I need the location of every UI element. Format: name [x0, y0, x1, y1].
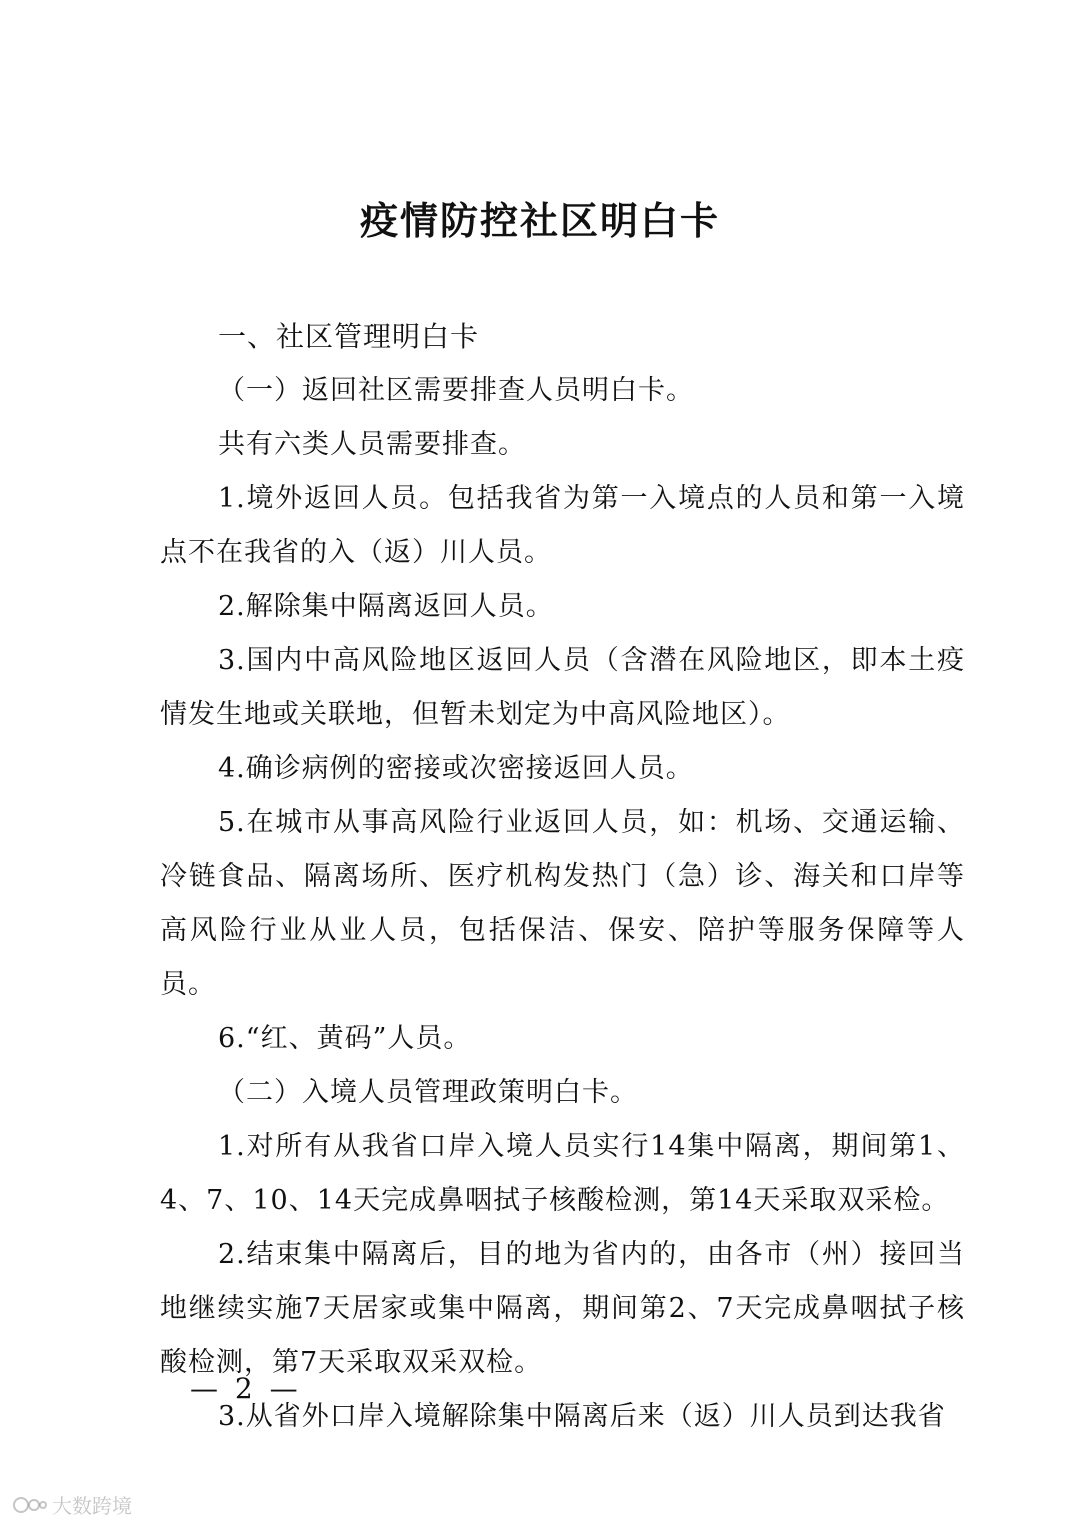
list-item: 2.结束集中隔离后，目的地为省内的，由各市（州）接回当地继续实施7天居家或集中隔离，期间第2、7天完成鼻咽拭子核酸检测，第7天采取双采双检。 — [160, 1239, 965, 1378]
paragraph: 共有六类人员需要排查。 — [218, 429, 526, 460]
list-item: 1.境外返回人员。包括我省为第一入境点的人员和第一入境点不在我省的入（返）川人员。 — [160, 483, 965, 568]
subsection-heading: （二）入境人员管理政策明白卡。 — [218, 1077, 638, 1108]
list-item: 3.从省外口岸入境解除集中隔离后来（返）川人员到达我省 — [218, 1401, 946, 1432]
list-item: 5.在城市从事高风险行业返回人员，如：机场、交通运输、冷链食品、隔离场所、医疗机构发热门（急）诊、海关和口岸等高风险行业从业人员，包括保洁、保安、陪护等服务保障等人员。 — [160, 807, 965, 1000]
page-number: — 2 — — [190, 1372, 302, 1405]
section-heading: 一、社区管理明白卡 — [218, 320, 480, 353]
watermark-text: 大数跨境 — [52, 1494, 132, 1518]
watermark-logo-icon — [12, 1493, 48, 1517]
list-item: 1.对所有从我省口岸入境人员实行14集中隔离，期间第1、4、7、10、14天完成鼻咽拭子核酸检测，第14天采取双采检。 — [160, 1131, 965, 1216]
watermark — [12, 1490, 132, 1519]
document-title: 疫情防控社区明白卡 — [359, 199, 720, 243]
list-item: 4.确诊病例的密接或次密接返回人员。 — [218, 753, 694, 784]
document-body — [160, 310, 965, 1444]
subsection-heading: （一）返回社区需要排查人员明白卡。 — [218, 375, 694, 406]
list-item: 2.解除集中隔离返回人员。 — [218, 591, 554, 622]
list-item: 6.“红、黄码”人员。 — [218, 1023, 472, 1054]
list-item: 3.国内中高风险地区返回人员（含潜在风险地区，即本土疫情发生地或关联地，但暂未划定为中高风险地区）。 — [160, 645, 965, 730]
